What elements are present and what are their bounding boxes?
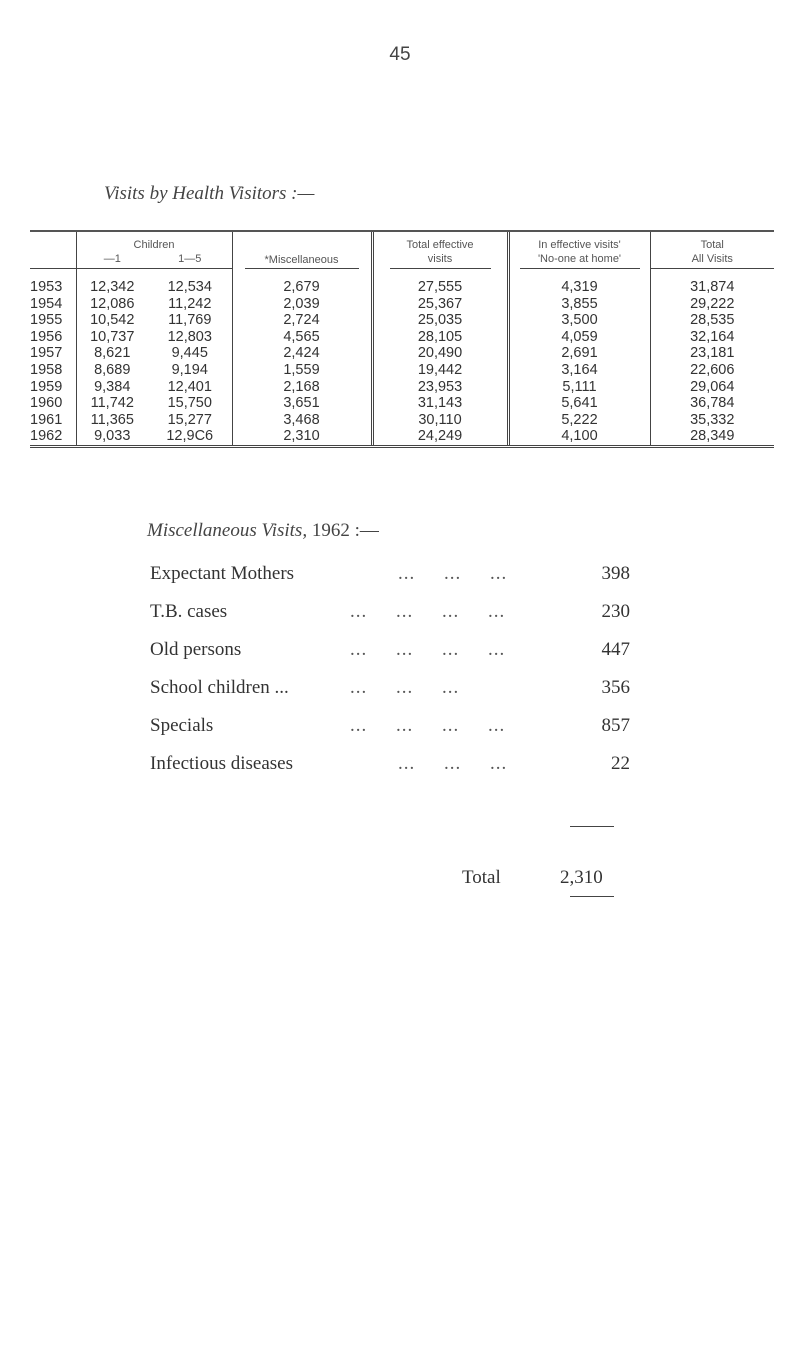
children-1to5-cell: 9,194 (171, 361, 208, 378)
ineffective-cell: 3,164 (508, 362, 650, 379)
children-under1-cell: 8,621 (76, 345, 148, 362)
misc-item-value: 22 (611, 753, 630, 774)
miscellaneous-cell: 2,310 (232, 428, 372, 446)
misc-item-label: Expectant Mothers (150, 563, 295, 584)
year-cell: 1962 (30, 428, 76, 446)
children-under1-cell: 12,342 (76, 269, 148, 296)
miscellaneous-cell: 1,559 (232, 362, 372, 379)
total-all-cell: 35,332 (650, 412, 774, 429)
miscellaneous-cell: 4,565 (232, 329, 372, 346)
children-under1-cell: 8,689 (76, 362, 148, 379)
total-all-cell: 29,222 (650, 296, 774, 313)
total-all-cell: 22,606 (650, 362, 774, 379)
table-row (30, 312, 774, 329)
children-1to5-header: 1—5 (148, 252, 232, 269)
misc-item-value: 356 (601, 677, 630, 698)
table-row (30, 395, 774, 412)
misc-item-value: 447 (601, 639, 630, 660)
children-1to5-cell: 11,242 (168, 295, 212, 312)
total-effective-cell: 19,442 (372, 362, 508, 379)
list-item (150, 639, 630, 677)
ineffective-cell: 5,641 (508, 395, 650, 412)
total-effective-cell: 25,035 (372, 312, 508, 329)
year-cell: 1957 (30, 345, 63, 362)
children-group-header: Children (76, 232, 232, 252)
miscellaneous-cell: 2,039 (232, 296, 372, 313)
year-cell: 1958 (30, 361, 63, 378)
header-row-1 (30, 232, 774, 252)
ineffective-cell: 3,855 (508, 296, 650, 313)
total-all-cell: 28,349 (650, 428, 774, 446)
year-cell: 1959 (30, 378, 63, 395)
table-row (30, 345, 774, 362)
total-all-cell: 29,064 (650, 379, 774, 396)
ineffective-cell: 4,059 (508, 329, 650, 346)
miscellaneous-cell: 3,468 (232, 412, 372, 429)
table-row (30, 362, 774, 379)
children-1to5-cell: 12,803 (167, 328, 212, 345)
list-item (150, 715, 630, 753)
children-under1-cell: 11,742 (76, 395, 148, 412)
total-all-cell: 36,784 (650, 395, 774, 412)
total-effective-cell: 25,367 (372, 296, 508, 313)
year-cell: 1954 (30, 295, 63, 312)
children-under1-header: —1 (76, 252, 148, 269)
total-effective-cell: 30,110 (372, 412, 508, 429)
total-all-header: Total All Visits (650, 232, 774, 269)
year-cell: 1961 (30, 411, 63, 428)
children-1to5-cell: 9,445 (171, 345, 208, 362)
table-row (30, 428, 774, 446)
year-cell: 1955 (30, 312, 63, 329)
misc-total-value: 2,310 (560, 867, 603, 888)
ineffective-cell: 5,111 (508, 379, 650, 396)
total-effective-cell: 27,555 (372, 269, 508, 296)
table-row (30, 329, 774, 346)
table-row (30, 269, 774, 296)
table-row (30, 379, 774, 396)
leader-dots: ... ... ... ... (350, 715, 506, 736)
children-under1-cell: 9,033 (76, 428, 148, 446)
total-effective-header: Total effective visits (372, 232, 508, 269)
ineffective-cell: 3,500 (508, 312, 650, 329)
ineffective-header: In effective visits' 'No-one at home' (508, 232, 650, 269)
leader-dots: ... ... ... (398, 753, 508, 774)
ineffective-cell: 4,100 (508, 428, 650, 446)
total-effective-cell: 31,143 (372, 395, 508, 412)
list-item (150, 601, 630, 639)
misc-item-label: Infectious diseases (150, 753, 293, 774)
year-cell: 1953 (30, 279, 63, 295)
health-visits-table (30, 230, 774, 448)
leader-dots: ... ... ... ... (350, 601, 506, 622)
page-number: 45 (389, 44, 411, 65)
year-cell: 1956 (30, 328, 63, 345)
children-1to5-cell: 15,277 (167, 411, 212, 428)
total-effective-cell: 20,490 (372, 345, 508, 362)
table-row (30, 412, 774, 429)
table-row (30, 296, 774, 313)
misc-item-value: 230 (601, 601, 630, 622)
total-all-cell: 23,181 (650, 345, 774, 362)
miscellaneous-header: *Miscellaneous (232, 232, 372, 269)
misc-visits-list (150, 563, 630, 791)
list-item (150, 677, 630, 715)
children-1to5-cell: 12,401 (167, 378, 212, 395)
children-under1-cell: 12,086 (76, 296, 148, 313)
misc-total-label: Total (462, 867, 501, 888)
leader-dots: ... ... ... ... (350, 639, 506, 660)
total-all-cell: 32,164 (650, 329, 774, 346)
children-under1-cell: 9,384 (76, 379, 148, 396)
misc-item-value: 857 (601, 715, 630, 736)
list-item (150, 563, 630, 601)
ineffective-cell: 5,222 (508, 412, 650, 429)
misc-item-value: 398 (601, 563, 630, 584)
miscellaneous-cell: 2,679 (232, 269, 372, 296)
leader-dots: ... ... ... (398, 563, 508, 584)
children-under1-cell: 10,737 (76, 329, 148, 346)
children-1to5-cell: 12,534 (167, 279, 212, 295)
list-item (150, 753, 630, 791)
total-effective-cell: 28,105 (372, 329, 508, 346)
ineffective-cell: 4,319 (508, 269, 650, 296)
miscellaneous-cell: 2,168 (232, 379, 372, 396)
miscellaneous-cell: 3,651 (232, 395, 372, 412)
total-all-cell: 31,874 (650, 269, 774, 296)
misc-item-label: School children ... (150, 677, 289, 698)
ineffective-cell: 2,691 (508, 345, 650, 362)
table-title: Visits by Health Visitors :— (104, 183, 315, 204)
misc-item-label: Old persons (150, 639, 242, 660)
sum-rule-top (570, 826, 614, 827)
year-cell: 1960 (30, 395, 63, 412)
miscellaneous-cell: 2,424 (232, 345, 372, 362)
children-1to5-cell: 15,750 (167, 395, 212, 412)
misc-title: Miscellaneous Visits, 1962 :— (147, 520, 379, 541)
total-effective-cell: 23,953 (372, 379, 508, 396)
miscellaneous-cell: 2,724 (232, 312, 372, 329)
children-1to5-cell: 11,769 (168, 312, 212, 329)
leader-dots: ... ... ... (350, 677, 460, 698)
children-under1-cell: 11,365 (76, 412, 148, 429)
total-all-cell: 28,535 (650, 312, 774, 329)
sum-rule-bottom (570, 896, 614, 897)
children-under1-cell: 10,542 (76, 312, 148, 329)
total-effective-cell: 24,249 (372, 428, 508, 446)
misc-item-label: Specials (150, 715, 214, 736)
misc-item-label: T.B. cases (150, 601, 228, 622)
children-1to5-cell: 12,9C6 (148, 428, 232, 446)
